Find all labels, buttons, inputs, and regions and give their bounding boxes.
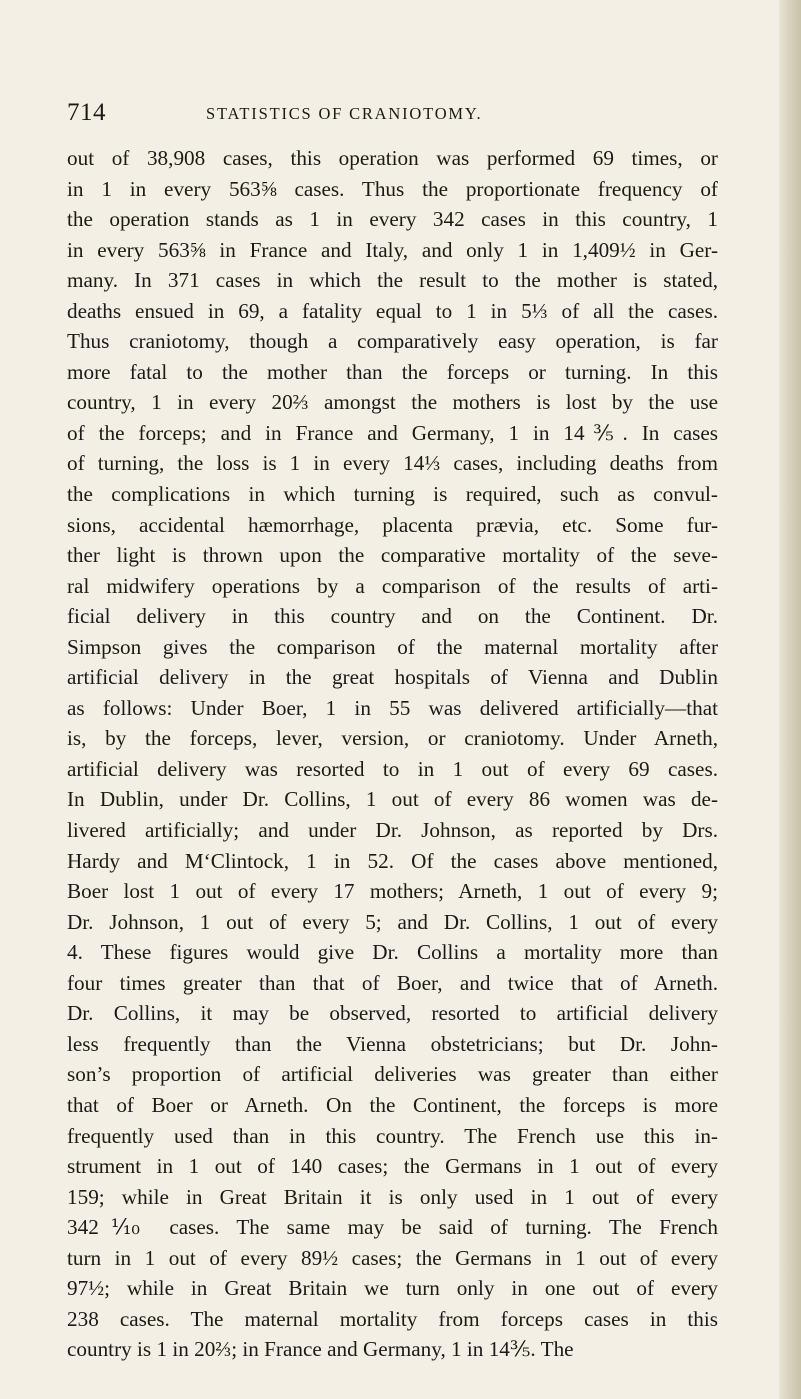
body-paragraph bbox=[67, 143, 718, 1365]
text-line: of turning, the loss is 1 in every 14⅓ cases, including deaths from bbox=[67, 451, 718, 476]
text-line: Boer lost 1 out of every 17 mothers; Arneth, 1 out of every 9; bbox=[67, 879, 718, 904]
text-line: Dr. Collins, it may be observed, resorted to artificial delivery bbox=[67, 1001, 718, 1026]
text-line: Thus craniotomy, though a comparatively easy operation, is far bbox=[67, 329, 718, 354]
text-line: less frequently than the Vienna obstetricians; but Dr. John- bbox=[67, 1031, 718, 1056]
text-line: frequently used than in this country. The French use this in- bbox=[67, 1123, 718, 1148]
text-line: in every 563⅝ in France and Italy, and only 1 in 1,409½ in Ger- bbox=[67, 237, 718, 262]
running-head bbox=[67, 98, 717, 128]
text-line: that of Boer or Arneth. On the Continent, the forceps is more bbox=[67, 1092, 718, 1117]
text-line: 97½; while in Great Britain we turn only in one out of every bbox=[67, 1276, 718, 1301]
page-edge-shadow bbox=[779, 0, 801, 1399]
text-line: livered artificially; and under Dr. Johnson, as reported by Drs. bbox=[67, 818, 718, 843]
text-line: 159; while in Great Britain it is only used in 1 out of every bbox=[67, 1184, 718, 1209]
text-line: 4. These figures would give Dr. Collins a mortality more than bbox=[67, 940, 718, 965]
text-line: country is 1 in 20⅔; in France and Germany, 1 in 14⅗. The bbox=[67, 1337, 574, 1362]
text-line: out of 38,908 cases, this operation was performed 69 times, or bbox=[67, 146, 718, 170]
text-line: many. In 371 cases in which the result to the mother is stated, bbox=[67, 268, 718, 293]
text-line: ral midwifery operations by a comparison of the results of arti- bbox=[67, 573, 718, 598]
text-line: strument in 1 out of 140 cases; the Germans in 1 out of every bbox=[67, 1154, 718, 1179]
text-line: the complications in which turning is required, such as convul- bbox=[67, 482, 718, 507]
text-line: the operation stands as 1 in every 342 cases in this country, 1 bbox=[67, 207, 718, 232]
text-line: son’s proportion of artificial deliveries was greater than either bbox=[67, 1062, 718, 1087]
text-line: more fatal to the mother than the forceps or turning. In this bbox=[67, 359, 718, 384]
running-title: STATISTICS OF CRANIOTOMY. bbox=[206, 104, 483, 123]
text-line: as follows: Under Boer, 1 in 55 was delivered artificially—that bbox=[67, 695, 718, 720]
text-line: four times greater than that of Boer, and twice that of Arneth. bbox=[67, 970, 718, 995]
text-line: 238 cases. The maternal mortality from forceps cases in this bbox=[67, 1306, 718, 1331]
text-line: In Dublin, under Dr. Collins, 1 out of every 86 women was de- bbox=[67, 787, 718, 812]
text-line: country, 1 in every 20⅔ amongst the mothers is lost by the use bbox=[67, 390, 718, 415]
text-line: 342⅒ cases. The same may be said of turning. The French bbox=[67, 1215, 718, 1240]
page-number: 714 bbox=[67, 99, 106, 126]
text-line: of the forceps; and in France and Germany, 1 in 14⅗. In cases bbox=[67, 420, 718, 445]
text-line: sions, accidental hæmorrhage, placenta prævia, etc. Some fur- bbox=[67, 512, 718, 537]
text-line: is, by the forceps, lever, version, or craniotomy. Under Arneth, bbox=[67, 726, 718, 751]
text-line: ficial delivery in this country and on the Continent. Dr. bbox=[67, 604, 718, 629]
text-line: turn in 1 out of every 89½ cases; the Germans in 1 out of every bbox=[67, 1245, 718, 1270]
text-line: in 1 in every 563⅝ cases. Thus the proportionate frequency of bbox=[67, 176, 718, 201]
text-line: Hardy and M‘Clintock, 1 in 52. Of the cases above mentioned, bbox=[67, 848, 718, 873]
text-line: Simpson gives the comparison of the maternal mortality after bbox=[67, 634, 718, 659]
text-line: ther light is thrown upon the comparative mortality of the seve- bbox=[67, 543, 718, 568]
text-line: artificial delivery in the great hospitals of Vienna and Dublin bbox=[67, 665, 718, 690]
text-line: Dr. Johnson, 1 out of every 5; and Dr. Collins, 1 out of every bbox=[67, 909, 718, 934]
text-line: artificial delivery was resorted to in 1 out of every 69 cases. bbox=[67, 756, 718, 781]
text-line: deaths ensued in 69, a fatality equal to 1 in 5⅓ of all the cases. bbox=[67, 298, 718, 323]
